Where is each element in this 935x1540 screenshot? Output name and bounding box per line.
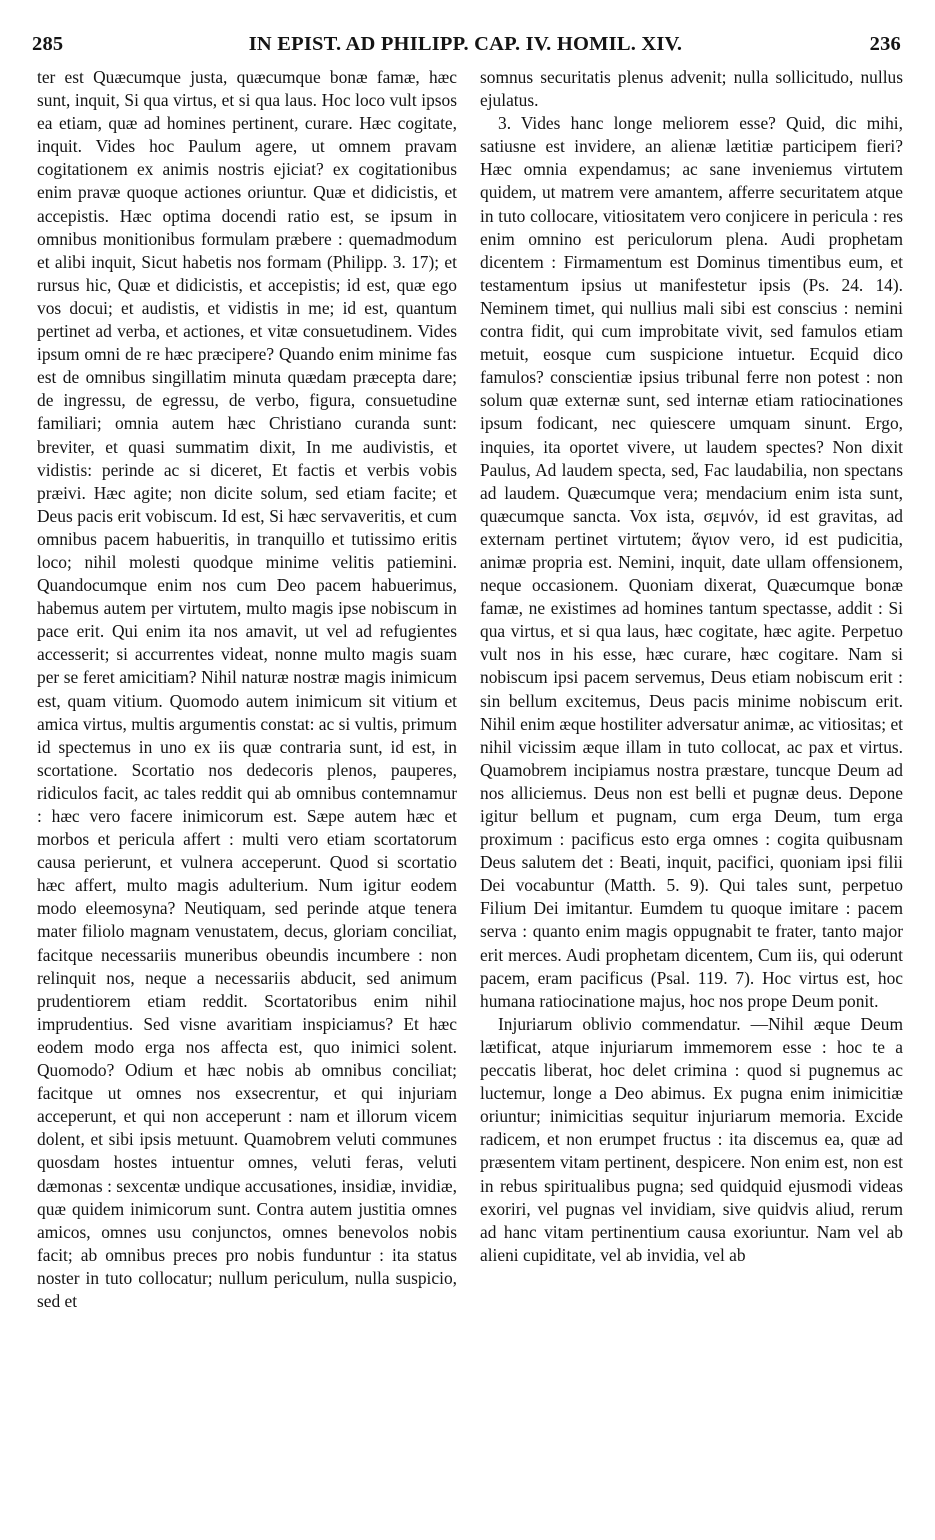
page-number-left: 285 [32,33,64,55]
right-column [480,66,903,1267]
right-paragraph-2: 3. Vides hanc longe meliorem esse? Quid, dic mihi, satiusne est invidere, an alienæ lætitiæ participem fieri? Hæc omnia expendamus; ac sane inveniemus virtutem quidem, ut matrem vere amantem, afferre securitatem atque in tuto collocare, vitiositatem vero conjicere in pericula : res enim omnino est periculorum plena. Audi prophetam dicentem : Firmamentum est Dominus timentibus eum, et testamentum ipsius ut manifestetur ipsis (Ps. 24. 14). Neminem timet, qui nullius mali sibi est conscius : nemini contra fidit, qui cum improbitate vivit, sed famulos etiam metuit, eosque cum suspicione intuetur. Ecquid dico famulos? conscientiæ ipsius tribunal ferre non potest : non solum quæ externæ sunt, sed internæ etiam ratiocinationes ipsum fodicant, nec quiescere umquam sinunt. Ergo, inquies, ita oportet vivere, ut laudem spectes? Non dixit Paulus, Ad laudem specta, sed, Fac laudabilia, non spectans ad laudem. Quæcumque vera; mendacium enim ista sunt, quæcumque sancta. Vox ista, σεμνόν, id est gravitas, ad externam pertinet virtutem; ἅγιον vero, id est pudicitia, animæ propria est. Nemini, inquit, date ullam offensionem, neque occasionem. Quoniam dixerat, Quæcumque bonæ famæ, ne existimes ad homines tantum spectasse, addit : Si qua virtus, et si qua laus, hæc cogitate, hæc agite. Perpetuo vult nos in his esse, hæc curare, hæc cogitare. Nam si nobiscum ipsi pacem servemus, Deus etiam nobiscum erit : sin bellum excitemus, Deus pacis minime nobiscum erit. Nihil enim æque hostiliter adversatur animæ, ac vitiositas; et nihil vicissim æque illam in tuto collocat, ac pax et virtus. Quamobrem incipiamus nostra præstare, tuncque Deum ad nos alliciemus. Deus non est belli et pugnæ deus. Depone igitur bellum et pugnam, cum erga Deum, tum erga proximum : pacificus esto erga omnes : cogita quibusnam Deus salutem det : Beati, inquit, pacifici, quoniam ipsi filii Dei vocabuntur (Matth. 5. 9). Qui tales sunt, perpetuo Filium Dei imitantur. Eumdem tu quoque imitare : pacem serva : quanto enim magis oppugnabit te frater, tanto major erit merces. Audi prophetam dicentem, Cum iis, qui oderunt pacem, eram pacificus (Psal. 119. 7). Hoc virtus est, hoc humana ratiocinatione majus, hoc nos prope Deum ponit. [480,113,903,1011]
page-number-right: 236 [869,33,901,55]
page-header [30,33,901,59]
running-title: IN EPIST. AD PHILIPP. CAP. IV. HOMIL. XIV. [248,33,683,55]
left-paragraph-1: ter est Quæcumque justa, quæcumque bonæ famæ, hæc sunt, inquit, Si qua virtus, et si qua laus. Hoc loco vult ipsos ea etiam, quæ ad homines pertinent, curare. Hæc cogitate, inquit. Vides hoc Paulum agere, ut omnem pravam cogitationem ex animis nostris ejiciat? ex cogitationibus enim pravæ quoque actiones oriuntur. Quæ et didicistis, et accepistis. Hæc optima docendi ratio est, se ipsum in omnibus monitionibus formulam præbere : quemadmodum et alibi inquit, Sicut habetis nos formam (Philipp. 3. 17); et rursus hic, Quæ et didicistis, et accepistis; id est, quæ ego vos docui; et audistis, et vidistis in me; id est, quantum pertinet ad verba, et actiones, et vitæ consuetudinem. Vides ipsum omni de re hæc præcipere? Quando enim minime fas est de omnibus singillatim minuta quædam præcepta dare; de ingressu, de egressu, de verbo, figura, consuetudine familiari; omnia autem hæc Christiano curanda sunt: breviter, et quasi summatim dixit, In me audivistis, et vidistis: perinde ac si diceret, Et factis et verbis vobis præivi. Hæc agite; non dicite solum, sed etiam facite; et Deus pacis erit vobiscum. Id est, Si hæc servaveritis, et cum omnibus pacem habueritis, in tranquillo et tutissimo eritis loco; nihil molesti quodque minime velitis patiemini. Quandocumque enim nos cum Deo pacem habuerimus, habemus autem per virtutem, multo magis ipse nobiscum in pace erit. Qui enim ita nos amavit, ut vel ad refugientes accesserit; si accurrentes videat, nonne multo magis suam per se feret amicitiam? Nihil naturæ nostræ magis inimicum est, quam vitium. Quomodo autem inimicum sit vitium et amica virtus, multis argumentis constat: ac si vultis, primum id spectemus in uno ex iis quæ contraria sunt, id est, in scortatione. Scortatio nos dedecoris plenos, pauperes, ridiculos facit, ac tales reddit qui ab omnibus contemnamur : hæc vero facere inimicorum est. Sæpe autem hæc et morbos et pericula affert : multi vero etiam scortatorum causa perierunt, et vulnera acceperunt. Quod si scortatio hæc affert, multo magis adulterium. Num igitur eodem modo eleemosyna? Neutiquam, sed perinde atque tenera mater filiolo magnam venustatem, decus, gloriam conciliat, facitque necessariis muneribus obeundis incumbere : non relinquit nos, neque a necessariis abducit, sed animum prudentiorem etiam reddit. Scortatoribus enim nihil imprudentius. Sed visne avaritiam inspiciamus? Et hæc eodem modo erga nos affecta est, quo inimici solent. Quomodo? Odium et hæc nobis ab omnibus conciliat; facitque ut omnes nos exsecrentur, et qui injuriam acceperunt, et qui non acceperunt : nam et illorum vicem dolent, et sibi ipsis metuunt. Quamobrem veluti communes quosdam hostes intuentur omnes, veluti feras, veluti dæmonas : sexcentæ undique accusationes, insidiæ, invidiæ, quæ quidem inimicorum sunt. Contra autem justitia omnes amicos, omnes usu conjunctos, omnes benevolos nobis facit; ab omnibus preces pro nobis funduntur : ita status noster in tuto collocatur; nullum periculum, nulla suspicio, sed et [37,67,457,1311]
right-paragraph-1: somnus securitatis plenus advenit; nulla sollicitudo, nullus ejulatus. [480,67,903,111]
left-column [37,66,457,1313]
right-paragraph-3: Injuriarum oblivio commendatur. —Nihil æque Deum lætificat, atque injuriarum immemorem esse : hoc te a peccatis liberat, hoc delet crimina : quod si pugnemus ac luctemur, longe a Deo abimus. Ex pugna enim inimicitiæ oriuntur; inimicitias sequitur injuriarum memoria. Excide radicem, et non erumpet fructus : ita discemus ea, quæ ad præsentem vitam pertinent, despicere. Non enim est, non est in rebus spiritualibus pugna; sed quidquid ejusmodi videas exoriri, vel pugnas vel invidiam, sive quidvis aliud, rerum ad hanc vitam pertinentium causa exoriuntur. Nam vel ab alieni cupiditate, vel ab invidia, vel ab [480,1013,903,1265]
